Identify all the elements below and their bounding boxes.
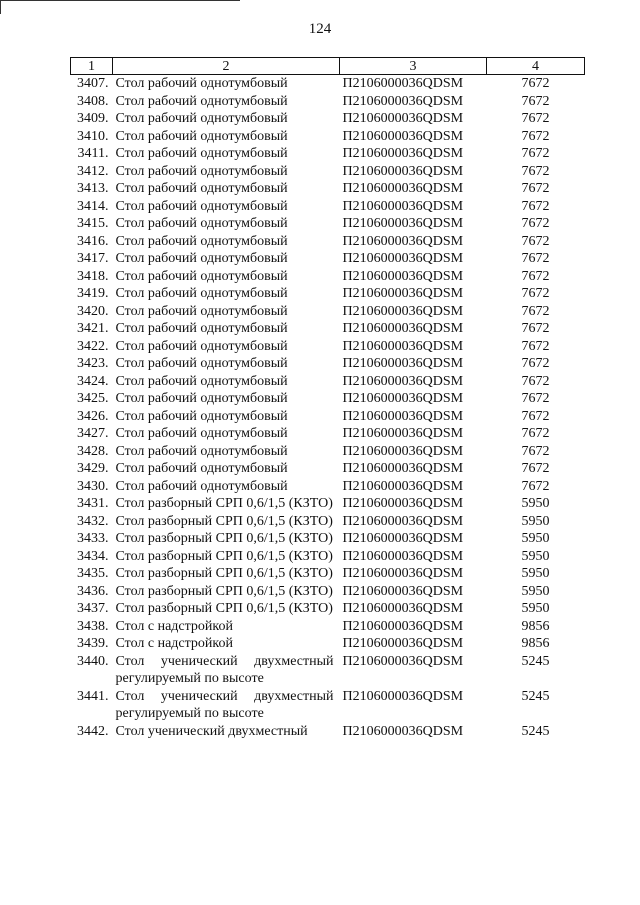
item-price-cell: 7672 <box>521 426 550 441</box>
table-row <box>71 443 585 461</box>
row-number-cell: 3434. <box>77 548 109 564</box>
table-row <box>71 355 585 373</box>
item-name-cell: Стол ученический двухместный регулируемый по высоте <box>115 653 334 686</box>
table-row <box>71 75 585 93</box>
row-number-cell: 3441. <box>77 688 109 704</box>
item-price-cell: 7672 <box>521 163 550 179</box>
table-row <box>71 635 585 653</box>
item-price-cell: 7672 <box>521 408 550 424</box>
item-code-cell: П2106000036QDSM <box>342 391 464 406</box>
item-code-cell: П2106000036QDSM <box>342 688 464 704</box>
item-code-cell: П2106000036QDSM <box>342 146 464 161</box>
item-name-cell: Стол ученический двухместный <box>115 723 308 739</box>
item-name-cell: Стол рабочий однотумбовый <box>115 111 288 126</box>
item-price-cell: 7672 <box>521 321 550 336</box>
item-name-cell: Стол рабочий однотумбовый <box>115 216 288 231</box>
item-name-cell: Стол рабочий однотумбовый <box>115 233 288 249</box>
row-number-cell: 3411. <box>77 146 109 161</box>
item-name-cell: Стол рабочий однотумбовый <box>115 76 288 91</box>
table-row <box>71 373 585 391</box>
table-row <box>71 198 585 216</box>
item-code-cell: П2106000036QDSM <box>342 251 464 266</box>
item-price-cell: 7672 <box>521 338 550 354</box>
table-row <box>71 285 585 303</box>
item-name-cell: Стол рабочий однотумбовый <box>115 198 288 214</box>
table-row <box>71 163 585 181</box>
item-name-cell: Стол рабочий однотумбовый <box>115 128 288 144</box>
item-name-cell: Стол рабочий однотумбовый <box>115 303 288 319</box>
row-number-cell: 3419. <box>77 286 109 301</box>
table-row <box>71 548 585 566</box>
item-code-cell: П2106000036QDSM <box>342 268 464 284</box>
table-row <box>71 128 585 146</box>
row-number-cell: 3435. <box>77 566 109 581</box>
column-header-4: 4 <box>487 58 585 75</box>
item-code-cell: П2106000036QDSM <box>342 408 464 424</box>
item-code-cell: П2106000036QDSM <box>342 566 464 581</box>
row-number-cell: 3433. <box>77 531 109 546</box>
table-header <box>71 58 585 75</box>
item-name-cell: Стол рабочий однотумбовый <box>115 93 288 109</box>
row-number-cell: 3423. <box>77 356 109 371</box>
table-row <box>71 530 585 548</box>
row-number-cell: 3427. <box>77 426 109 441</box>
row-number-cell: 3410. <box>77 128 109 144</box>
row-number-cell: 3440. <box>77 653 109 669</box>
table-row <box>71 495 585 513</box>
item-code-cell: П2106000036QDSM <box>342 548 464 564</box>
row-number-cell: 3409. <box>77 111 109 126</box>
page-number: 124 <box>308 21 332 37</box>
row-number-cell: 3431. <box>77 496 109 511</box>
item-code-cell: П2106000036QDSM <box>342 531 464 546</box>
table-row <box>71 425 585 443</box>
item-code-cell: П2106000036QDSM <box>342 76 464 91</box>
row-number-cell: 3413. <box>77 181 109 196</box>
item-code-cell: П2106000036QDSM <box>342 513 464 529</box>
column-header-2: 2 <box>113 58 340 75</box>
item-code-cell: П2106000036QDSM <box>342 601 464 616</box>
item-name-cell: Стол разборный СРП 0,6/1,5 (КЗТО) <box>115 601 333 616</box>
item-name-cell: Стол с надстройкой <box>115 618 234 634</box>
header-row <box>71 58 585 75</box>
item-name-cell: Стол рабочий однотумбовый <box>115 373 288 389</box>
item-name-cell: Стол с надстройкой <box>115 636 234 651</box>
item-price-cell: 5245 <box>521 723 550 739</box>
item-code-cell: П2106000036QDSM <box>342 321 464 336</box>
item-price-cell: 7672 <box>521 478 550 494</box>
item-price-cell: 9856 <box>521 618 550 634</box>
table-row <box>71 460 585 478</box>
item-code-cell: П2106000036QDSM <box>342 723 464 739</box>
table-row <box>71 723 585 741</box>
item-name-cell: Стол рабочий однотумбовый <box>115 426 288 441</box>
item-name-cell: Стол разборный СРП 0,6/1,5 (КЗТО) <box>115 548 333 564</box>
item-price-cell: 7672 <box>521 251 550 266</box>
row-number-cell: 3414. <box>77 198 109 214</box>
table-row <box>71 618 585 636</box>
table-row <box>71 110 585 128</box>
item-price-cell: 5950 <box>521 601 550 616</box>
item-price-cell: 5950 <box>521 566 550 581</box>
item-code-cell: П2106000036QDSM <box>342 128 464 144</box>
table-row <box>71 338 585 356</box>
item-price-cell: 7672 <box>521 286 550 301</box>
item-price-cell: 7672 <box>521 443 550 459</box>
item-price-cell: 5950 <box>521 496 550 511</box>
row-number-cell: 3438. <box>77 618 109 634</box>
row-number-cell: 3428. <box>77 443 109 459</box>
item-price-cell: 7672 <box>521 373 550 389</box>
table-body <box>71 75 585 741</box>
item-code-cell: П2106000036QDSM <box>342 93 464 109</box>
item-code-cell: П2106000036QDSM <box>342 356 464 371</box>
row-number-cell: 3424. <box>77 373 109 389</box>
table-row <box>71 390 585 408</box>
item-name-cell: Стол разборный СРП 0,6/1,5 (КЗТО) <box>115 496 333 511</box>
scan-edge-mark-top <box>0 0 240 1</box>
item-price-cell: 7672 <box>521 93 550 109</box>
item-price-cell: 7672 <box>521 198 550 214</box>
item-price-cell: 7672 <box>521 128 550 144</box>
item-name-cell: Стол рабочий однотумбовый <box>115 478 288 494</box>
item-code-cell: П2106000036QDSM <box>342 338 464 354</box>
item-name-cell: Стол рабочий однотумбовый <box>115 163 288 179</box>
table-row <box>71 233 585 251</box>
table-row <box>71 565 585 583</box>
registry-table <box>70 57 585 740</box>
item-code-cell: П2106000036QDSM <box>342 233 464 249</box>
item-price-cell: 7672 <box>521 181 550 196</box>
item-name-cell: Стол ученический двухместный регулируемый по высоте <box>115 688 334 721</box>
item-price-cell: 5950 <box>521 583 550 599</box>
table-row <box>71 320 585 338</box>
item-price-cell: 5950 <box>521 531 550 546</box>
item-name-cell: Стол рабочий однотумбовый <box>115 443 288 459</box>
item-name-cell: Стол рабочий однотумбовый <box>115 408 288 424</box>
item-price-cell: 7672 <box>521 233 550 249</box>
table-row <box>71 653 585 688</box>
item-name-cell: Стол разборный СРП 0,6/1,5 (КЗТО) <box>115 583 333 599</box>
row-number-cell: 3408. <box>77 93 109 109</box>
item-code-cell: П2106000036QDSM <box>342 426 464 441</box>
item-price-cell: 7672 <box>521 391 550 406</box>
item-price-cell: 7672 <box>521 146 550 161</box>
item-price-cell: 5950 <box>521 548 550 564</box>
row-number-cell: 3417. <box>77 251 109 266</box>
row-number-cell: 3437. <box>77 601 109 616</box>
item-name-cell: Стол рабочий однотумбовый <box>115 461 288 476</box>
item-code-cell: П2106000036QDSM <box>342 198 464 214</box>
item-name-cell: Стол рабочий однотумбовый <box>115 146 288 161</box>
column-header-3: 3 <box>340 58 487 75</box>
row-number-cell: 3430. <box>77 478 109 494</box>
row-number-cell: 3421. <box>77 321 109 336</box>
table-row <box>71 268 585 286</box>
row-number-cell: 3439. <box>77 636 109 651</box>
item-code-cell: П2106000036QDSM <box>342 618 464 634</box>
item-price-cell: 7672 <box>521 461 550 476</box>
item-code-cell: П2106000036QDSM <box>342 373 464 389</box>
item-code-cell: П2106000036QDSM <box>342 478 464 494</box>
item-name-cell: Стол рабочий однотумбовый <box>115 338 288 354</box>
item-name-cell: Стол рабочий однотумбовый <box>115 268 288 284</box>
item-code-cell: П2106000036QDSM <box>342 496 464 511</box>
item-code-cell: П2106000036QDSM <box>342 443 464 459</box>
table-row <box>71 180 585 198</box>
item-name-cell: Стол рабочий однотумбовый <box>115 356 288 371</box>
row-number-cell: 3407. <box>77 76 109 91</box>
item-code-cell: П2106000036QDSM <box>342 636 464 651</box>
item-name-cell: Стол рабочий однотумбовый <box>115 251 288 266</box>
table-row <box>71 250 585 268</box>
table-row <box>71 303 585 321</box>
item-price-cell: 5245 <box>521 653 550 669</box>
item-code-cell: П2106000036QDSM <box>342 583 464 599</box>
table-row <box>71 600 585 618</box>
table-row <box>71 215 585 233</box>
row-number-cell: 3416. <box>77 233 109 249</box>
item-code-cell: П2106000036QDSM <box>342 111 464 126</box>
row-number-cell: 3420. <box>77 303 109 319</box>
item-code-cell: П2106000036QDSM <box>342 163 464 179</box>
table-row <box>71 688 585 723</box>
row-number-cell: 3412. <box>77 163 109 179</box>
row-number-cell: 3442. <box>77 723 109 739</box>
row-number-cell: 3418. <box>77 268 109 284</box>
row-number-cell: 3432. <box>77 513 109 529</box>
item-price-cell: 7672 <box>521 356 550 371</box>
row-number-cell: 3425. <box>77 391 109 406</box>
item-price-cell: 7672 <box>521 76 550 91</box>
row-number-cell: 3436. <box>77 583 109 599</box>
item-code-cell: П2106000036QDSM <box>342 653 464 669</box>
item-code-cell: П2106000036QDSM <box>342 286 464 301</box>
row-number-cell: 3422. <box>77 338 109 354</box>
item-price-cell: 9856 <box>521 636 550 651</box>
table-row <box>71 478 585 496</box>
item-name-cell: Стол рабочий однотумбовый <box>115 286 288 301</box>
item-price-cell: 7672 <box>521 268 550 284</box>
item-code-cell: П2106000036QDSM <box>342 216 464 231</box>
row-number-cell: 3429. <box>77 461 109 476</box>
row-number-cell: 3415. <box>77 216 109 231</box>
item-price-cell: 5245 <box>521 688 550 704</box>
item-price-cell: 7672 <box>521 303 550 319</box>
item-name-cell: Стол рабочий однотумбовый <box>115 181 288 196</box>
table-row <box>71 93 585 111</box>
item-price-cell: 7672 <box>521 216 550 231</box>
item-code-cell: П2106000036QDSM <box>342 461 464 476</box>
table-row <box>71 513 585 531</box>
scan-edge-mark-left <box>0 0 1 14</box>
item-code-cell: П2106000036QDSM <box>342 303 464 319</box>
item-name-cell: Стол разборный СРП 0,6/1,5 (КЗТО) <box>115 566 333 581</box>
item-price-cell: 5950 <box>521 513 550 529</box>
table-row <box>71 583 585 601</box>
item-name-cell: Стол разборный СРП 0,6/1,5 (КЗТО) <box>115 513 333 529</box>
table-row <box>71 408 585 426</box>
table-row <box>71 145 585 163</box>
row-number-cell: 3426. <box>77 408 109 424</box>
item-name-cell: Стол рабочий однотумбовый <box>115 391 288 406</box>
item-name-cell: Стол рабочий однотумбовый <box>115 321 288 336</box>
item-name-cell: Стол разборный СРП 0,6/1,5 (КЗТО) <box>115 531 333 546</box>
item-code-cell: П2106000036QDSM <box>342 181 464 196</box>
column-header-1: 1 <box>71 58 113 75</box>
item-price-cell: 7672 <box>521 111 550 126</box>
